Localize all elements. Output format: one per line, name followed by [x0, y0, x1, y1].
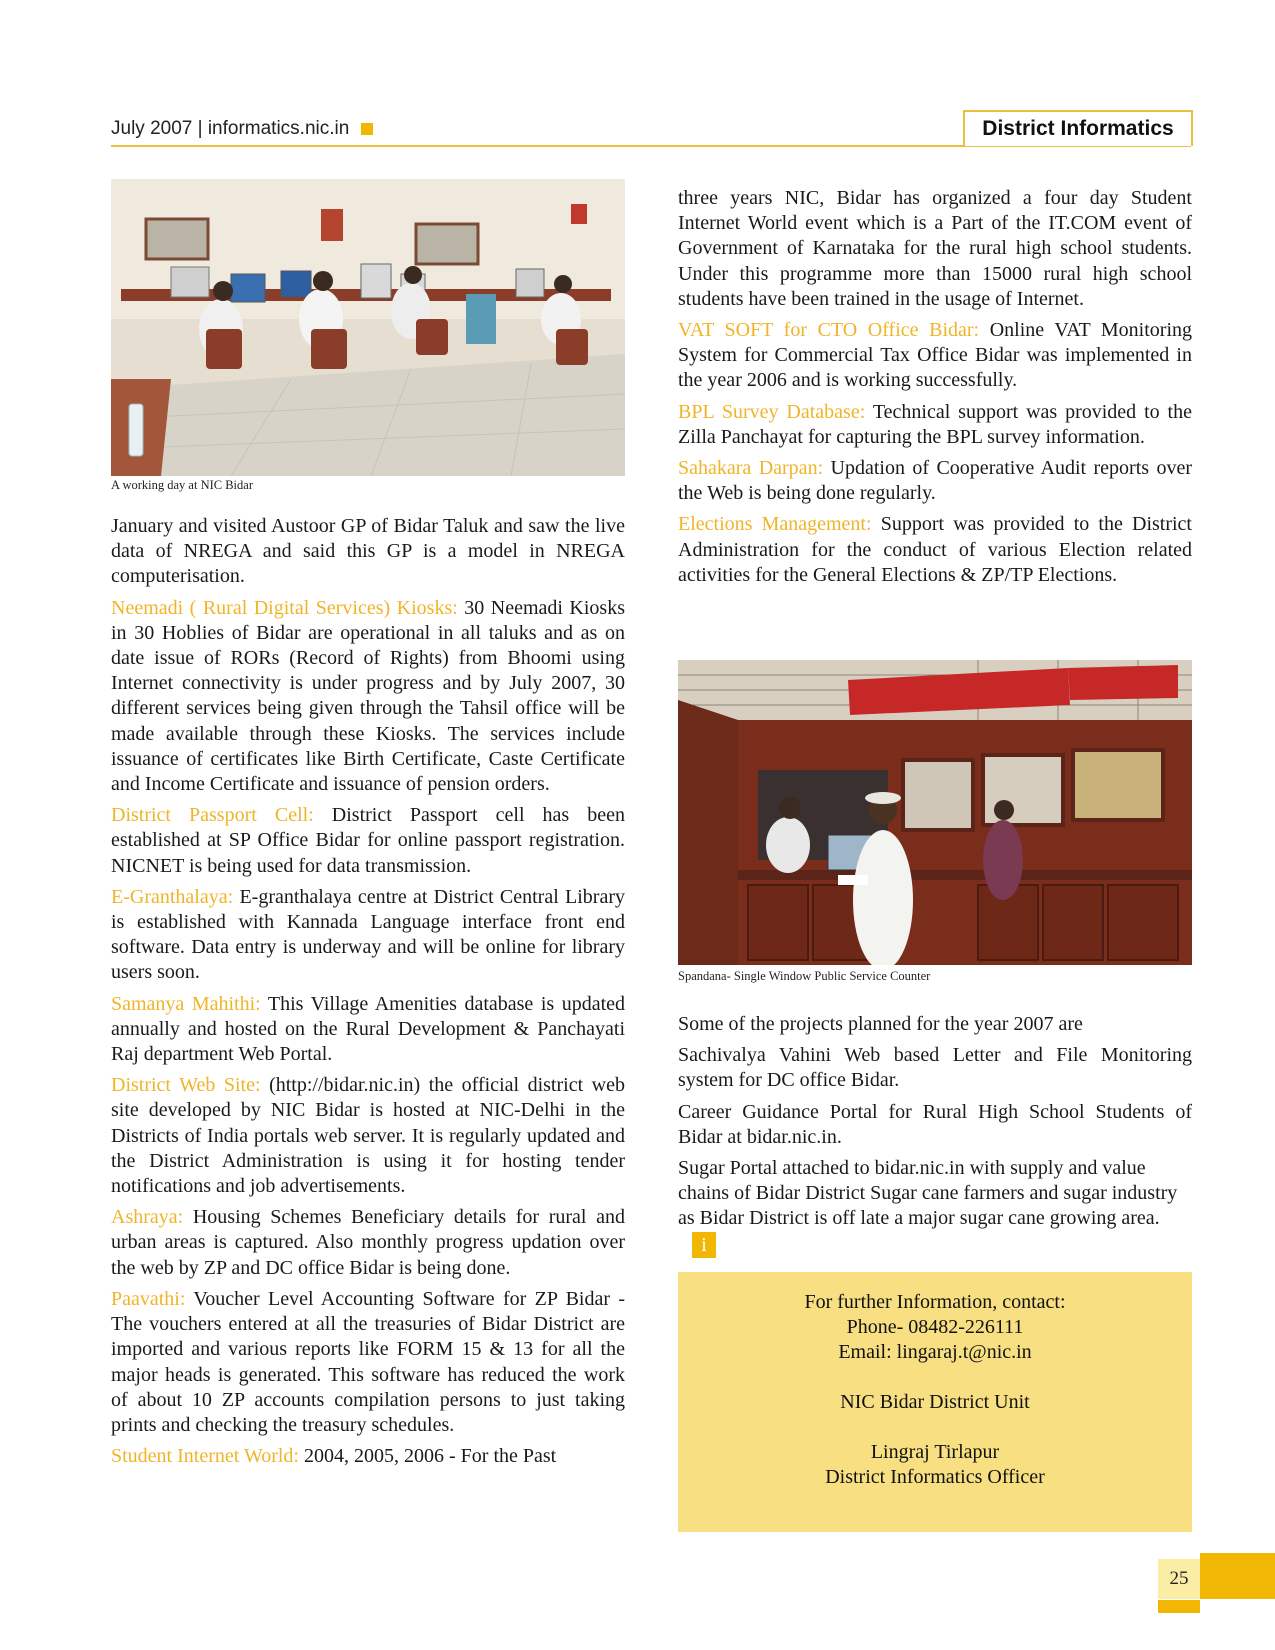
projects-intro: Some of the projects planned for the year 2007 are — [678, 1013, 1083, 1035]
item-bpl-survey — [678, 400, 1192, 450]
contact-name: Lingraj Tirlapur — [870, 1441, 1000, 1463]
item-title: Samanya Mahithi: — [111, 992, 261, 1015]
left-column — [111, 514, 625, 1475]
project-text: Sugar Portal attached to bidar.nic.in with supply and value chains of Bidar District Sugar cane farmers and sugar industry as Bidar District is off late a major sugar cane growing area. — [678, 1157, 1178, 1230]
item-title: Neemadi ( Rural Digital Services) Kiosks: — [111, 596, 458, 619]
section-title: District Informatics — [963, 110, 1193, 146]
item-text: 2004, 2005, 2006 - For the Past — [304, 1445, 557, 1468]
contact-designation: District Informatics Officer — [825, 1466, 1045, 1488]
item-text: E-granthalaya centre at District Central Library is established with Kannada Language interface front end software. Data entry is underway and will be online for library users soon. — [111, 885, 625, 984]
item-paavathi — [111, 1287, 625, 1438]
header-left — [111, 118, 373, 140]
item-samanya-mahithi — [111, 992, 625, 1068]
item-text: Updation of Cooperative Audit reports over the Web is being done regularly. — [678, 457, 1192, 505]
project-item: Sachivalya Vahini Web based Letter and File Monitoring system for DC office Bidar. — [678, 1044, 1192, 1092]
item-title: District Passport Cell: — [111, 804, 314, 827]
contact-heading: For further Information, contact: — [804, 1291, 1066, 1313]
item-text: District Passport cell has been established at SP Office Bidar for online passport registration. NICNET is being used for data transmission. — [111, 804, 626, 877]
item-text: This Village Amenities database is updated annually and hosted on the Rural Development & Panchayati Raj department Web Portal. — [111, 992, 626, 1066]
item-elections-management — [678, 512, 1192, 588]
item-sahakara-darpan — [678, 456, 1192, 506]
page-number: 25 — [1158, 1559, 1200, 1599]
projects-section — [678, 1012, 1192, 1264]
item-text: Support was provided to the District Administration for the conduct of various Election related activities for the General Elections & ZP/TP Elections. — [678, 513, 1192, 586]
item-e-granthalaya — [111, 885, 625, 986]
square-bullet-icon — [361, 123, 373, 135]
issue-and-site: July 2007 | informatics.nic.in — [111, 118, 350, 139]
project-item — [678, 1156, 1192, 1258]
item-title: Sahakara Darpan: — [678, 457, 824, 480]
item-text: (http://bidar.nic.in) the official district web site developed by NIC Bidar is hosted at NIC-Delhi in the Districts of India portals web server. It is regularly updated and the District Administration is using it for hosting tender notifications and job advertisements. — [111, 1074, 625, 1198]
item-title: District Web Site: — [111, 1074, 261, 1097]
item-text: Voucher Level Accounting Software for ZP Bidar - The vouchers entered at all the treasuries of Bidar District are imported and various reports like FORM 15 & 13 for all the major heads is generated. This software has reduced the work of about 10 ZP accounts compilation persons to just taking prints and checking the treasury schedules. — [111, 1287, 625, 1436]
right-column — [678, 186, 1192, 594]
left-intro-paragraph: January and visited Austoor GP of Bidar Taluk and saw the live data of NREGA and said this GP is a model in NREGA computerisation. — [111, 515, 625, 588]
item-district-web-site — [111, 1073, 625, 1199]
item-neemadi-kiosks — [111, 596, 625, 798]
item-text: Housing Schemes Beneficiary details for rural and urban areas is captured. Also monthly progress updation over the web by ZP and DC office Bidar is being done. — [111, 1206, 625, 1279]
item-text: 30 Neemadi Kiosks in 30 Hoblies of Bidar are operational in all taluks and as on date issue of RORs (Record of Rights) from Bhoomi using Internet connectivity is under progress and by July 2007, 30 different services being given through the Tahsil office will be made available through these Kiosks. The services include issuance of certificates like Birth Certificate, Caste Certificate and Income Certificate and issuance of pension orders. — [111, 596, 625, 796]
project-item: Career Guidance Portal for Rural High School Students of Bidar at bidar.nic.in. — [678, 1100, 1192, 1148]
info-icon: i — [692, 1232, 716, 1258]
photo-service-counter — [678, 660, 1192, 965]
item-title: Paavathi: — [111, 1287, 186, 1310]
page-corner-tab — [1200, 1553, 1275, 1599]
item-vat-soft — [678, 318, 1192, 394]
item-text: Online VAT Monitoring System for Commercial Tax Office Bidar was implemented in the year 2006 and is working successfully. — [678, 319, 1192, 392]
item-title: Ashraya: — [111, 1206, 184, 1229]
item-ashraya — [111, 1205, 625, 1281]
item-title: Elections Management: — [678, 513, 872, 536]
right-intro-paragraph: three years NIC, Bidar has organized a four day Student Internet World event which is a Part of the IT.COM event of Government of Karnataka for the rural high school students. Under this programme more than 15000 rural high school students have been trained in the usage of Internet. — [678, 187, 1192, 310]
photo-caption: Spandana- Single Window Public Service Counter — [678, 969, 931, 983]
contact-box — [678, 1272, 1192, 1532]
contact-phone: Phone- 08482-226111 — [846, 1316, 1024, 1338]
page-corner-tab — [1158, 1600, 1200, 1613]
item-title: VAT SOFT for CTO Office Bidar: — [678, 319, 980, 342]
item-title: BPL Survey Database: — [678, 400, 866, 423]
photo-caption: A working day at NIC Bidar — [111, 478, 253, 492]
item-text: Technical support was provided to the Zilla Panchayat for capturing the BPL survey information. — [678, 400, 1192, 448]
item-passport-cell — [111, 803, 625, 879]
photo-computer-room — [111, 179, 625, 476]
contact-email: Email: lingaraj.t@nic.in — [838, 1341, 1032, 1363]
item-title: Student Internet World: — [111, 1445, 299, 1468]
item-title: E-Granthalaya: — [111, 885, 234, 908]
item-student-internet-world — [111, 1444, 625, 1469]
contact-unit: NIC Bidar District Unit — [840, 1391, 1030, 1413]
